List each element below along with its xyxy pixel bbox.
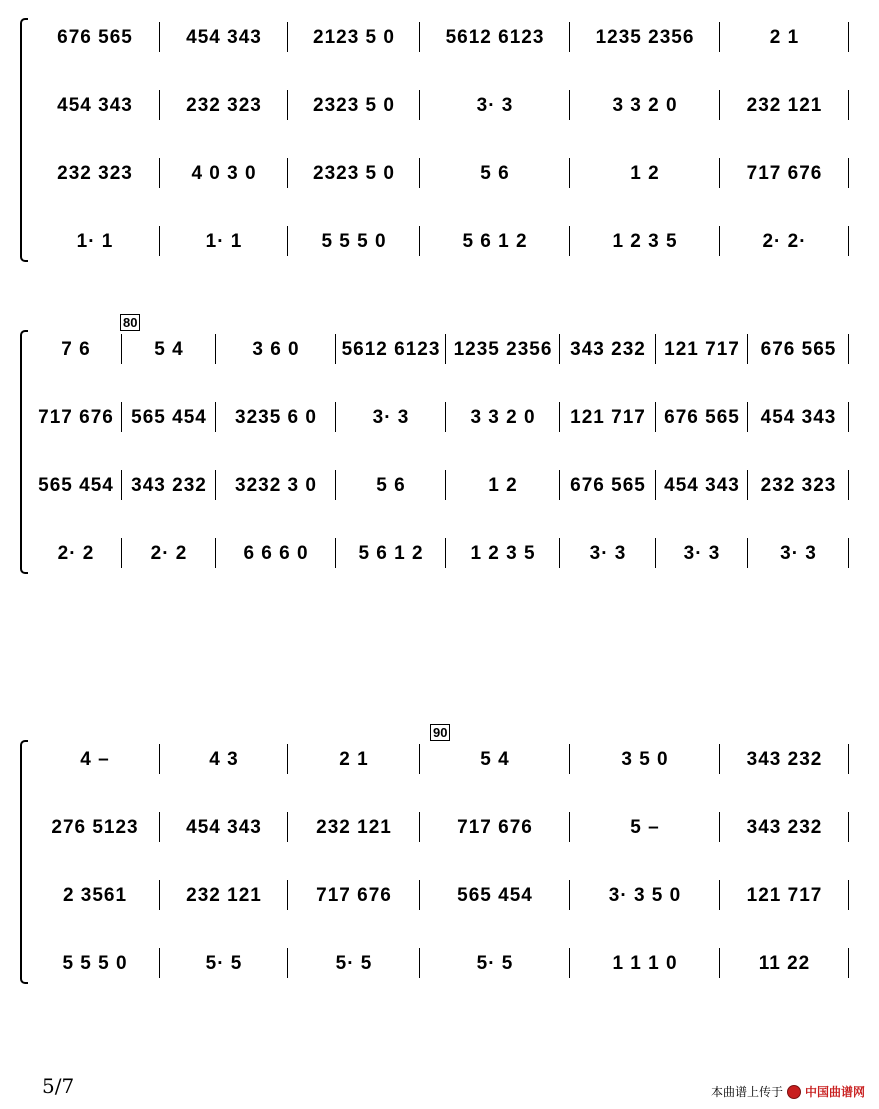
measure-notes: 232 323: [186, 95, 262, 116]
measure: [656, 398, 748, 438]
measure-notes: 3 3 2 0: [470, 407, 536, 428]
measure: [122, 330, 216, 370]
measure-notes: 5· 5: [476, 953, 514, 974]
measure-notes: 3· 3: [589, 543, 627, 564]
measure: [288, 154, 420, 194]
barline: [848, 402, 849, 432]
measure: [446, 398, 560, 438]
barline: [848, 812, 849, 842]
measure: [446, 330, 560, 370]
measure-notes: 5 5 5 0: [321, 231, 387, 252]
barline: [848, 158, 849, 188]
measure-notes: 121 717: [746, 885, 823, 906]
measure: [30, 330, 122, 370]
measure-notes: 343 232: [131, 475, 207, 496]
measure: [420, 740, 570, 780]
staff-line: [30, 86, 859, 126]
measure-notes: 2323 5 0: [313, 95, 395, 116]
measure-notes: 3 5 0: [621, 749, 669, 770]
measure: [420, 154, 570, 194]
measure-notes: 5 4: [154, 339, 184, 360]
measure: [216, 398, 336, 438]
measure-notes: 2· 2·: [762, 231, 807, 252]
measure: [30, 534, 122, 574]
barline: [848, 948, 849, 978]
measure: [288, 86, 420, 126]
measure-notes: 2123 5 0: [313, 27, 395, 48]
measure: [720, 222, 849, 262]
measure-notes: 232 121: [186, 885, 262, 906]
measure: [656, 330, 748, 370]
measure-notes: 5· 5: [205, 953, 243, 974]
measure: [560, 398, 656, 438]
staff-line: [30, 18, 859, 58]
measure-notes: 717 676: [746, 163, 823, 184]
measure-notes: 565 454: [38, 475, 114, 496]
measure: [420, 876, 570, 916]
measure-notes: 1 1 1 0: [612, 953, 678, 974]
measure-notes: 11 22: [758, 953, 811, 974]
measure-notes: 454 343: [760, 407, 837, 428]
staff-line: [30, 154, 859, 194]
measure: [288, 740, 420, 780]
measure-notes: 2323 5 0: [313, 163, 395, 184]
measure-notes: 6 6 6 0: [243, 543, 309, 564]
measure-notes: 717 676: [316, 885, 392, 906]
staff-line: [30, 330, 859, 370]
measure: [560, 466, 656, 506]
measure-notes: 5 6 1 2: [462, 231, 528, 252]
measure: [30, 808, 160, 848]
measure-notes: 2 3561: [62, 885, 128, 906]
measure: [570, 876, 720, 916]
measure-notes: 343 232: [746, 749, 823, 770]
measure: [336, 534, 446, 574]
measure: [336, 330, 446, 370]
measure: [30, 86, 160, 126]
measure: [748, 534, 849, 574]
measure: [216, 466, 336, 506]
measure-notes: 276 5123: [51, 817, 139, 838]
measure-notes: 2 1: [339, 749, 369, 770]
measure-notes: 454 343: [57, 95, 133, 116]
measure: [122, 466, 216, 506]
measure-notes: 565 454: [131, 407, 207, 428]
site-name: 中国曲谱网: [804, 1085, 865, 1099]
measure: [288, 808, 420, 848]
measure: [420, 222, 570, 262]
measure: [160, 18, 288, 58]
measure: [30, 398, 122, 438]
measure: [420, 18, 570, 58]
measure-notes: 454 343: [186, 817, 262, 838]
measure: [336, 398, 446, 438]
measure: [288, 18, 420, 58]
score-system: [0, 18, 879, 262]
measure-notes: 1 2: [488, 475, 518, 496]
staff-line: [30, 740, 859, 780]
measure: [288, 222, 420, 262]
measure: [30, 876, 160, 916]
measure: [446, 534, 560, 574]
measure: [160, 944, 288, 984]
measure: [570, 86, 720, 126]
score-system: [0, 315, 879, 574]
system-brace: [20, 330, 28, 574]
measure-notes: 676 565: [664, 407, 740, 428]
rehearsal-mark: 80: [120, 314, 140, 331]
measure: [656, 534, 748, 574]
measure-notes: 232 121: [746, 95, 823, 116]
measure: [160, 222, 288, 262]
measure-notes: 3235 6 0: [235, 407, 317, 428]
staff-line: [30, 534, 859, 574]
measure: [748, 330, 849, 370]
measure-notes: 565 454: [457, 885, 533, 906]
measure: [446, 466, 560, 506]
measure-notes: 5 6 1 2: [358, 543, 424, 564]
measure-notes: 5 –: [630, 817, 660, 838]
measure-notes: 3· 3: [780, 543, 817, 564]
measure: [30, 18, 160, 58]
measure: [570, 222, 720, 262]
barline: [848, 90, 849, 120]
measure: [30, 740, 160, 780]
measure: [720, 808, 849, 848]
measure: [288, 876, 420, 916]
measure: [160, 154, 288, 194]
barline: [848, 744, 849, 774]
measure: [720, 740, 849, 780]
measure-notes: 5612 6123: [341, 339, 441, 360]
measure-notes: 5612 6123: [445, 27, 545, 48]
measure-notes: 232 323: [57, 163, 133, 184]
measure: [160, 876, 288, 916]
measure: [570, 740, 720, 780]
measure: [570, 154, 720, 194]
barline: [848, 226, 849, 256]
measure-notes: 1· 1: [76, 231, 114, 252]
measure-notes: 4 3: [209, 749, 239, 770]
measure-notes: 1 2: [630, 163, 660, 184]
measure-notes: 717 676: [38, 407, 114, 428]
measure-notes: 3· 3 5 0: [608, 885, 682, 906]
measure-notes: 3· 3: [683, 543, 721, 564]
measure-notes: 121 717: [570, 407, 646, 428]
measure-notes: 4 0 3 0: [191, 163, 257, 184]
measure: [288, 944, 420, 984]
score-system: [0, 725, 879, 984]
barline: [848, 470, 849, 500]
measure-notes: 5 6: [376, 475, 406, 496]
measure-notes: 5 4: [480, 749, 510, 770]
measure: [160, 740, 288, 780]
measure: [160, 808, 288, 848]
measure-notes: 2· 2: [57, 543, 95, 564]
measure-notes: 3 6 0: [252, 339, 300, 360]
measure: [160, 86, 288, 126]
barline: [848, 880, 849, 910]
measure: [570, 808, 720, 848]
measure-notes: 717 676: [457, 817, 533, 838]
measure: [30, 222, 160, 262]
measure-notes: 1 2 3 5: [612, 231, 678, 252]
measure-notes: 1· 1: [205, 231, 243, 252]
measure-notes: 343 232: [570, 339, 646, 360]
measure: [720, 876, 849, 916]
measure: [570, 18, 720, 58]
measure: [656, 466, 748, 506]
measure: [30, 154, 160, 194]
measure: [420, 86, 570, 126]
measure-notes: 7 6: [61, 339, 91, 360]
measure: [570, 944, 720, 984]
measure: [720, 18, 849, 58]
staff-line: [30, 808, 859, 848]
measure-notes: 3· 3: [476, 95, 514, 116]
measure: [216, 534, 336, 574]
measure-notes: 4 –: [80, 749, 110, 770]
measure-notes: 454 343: [186, 27, 262, 48]
measure-notes: 676 565: [57, 27, 133, 48]
measure: [720, 154, 849, 194]
measure: [122, 534, 216, 574]
staff-line: [30, 944, 859, 984]
measure: [748, 466, 849, 506]
measure-notes: 1 2 3 5: [470, 543, 536, 564]
measure: [30, 944, 160, 984]
measure: [420, 808, 570, 848]
rehearsal-mark: 90: [430, 724, 450, 741]
barline: [848, 22, 849, 52]
measure-notes: 3· 3: [372, 407, 410, 428]
measure-notes: 2· 2: [150, 543, 188, 564]
measure-notes: 3 3 2 0: [612, 95, 678, 116]
measure: [560, 330, 656, 370]
measure: [216, 330, 336, 370]
site-watermark: [711, 1083, 865, 1100]
measure-notes: 5· 5: [335, 953, 373, 974]
measure-notes: 5 6: [480, 163, 510, 184]
measure-notes: 232 121: [316, 817, 392, 838]
measure: [720, 86, 849, 126]
measure: [420, 944, 570, 984]
system-brace: [20, 18, 28, 262]
measure: [336, 466, 446, 506]
measure-notes: 676 565: [570, 475, 646, 496]
system-brace: [20, 740, 28, 984]
page-number: 5/7: [42, 1074, 75, 1098]
staff-line: [30, 398, 859, 438]
measure: [748, 398, 849, 438]
measure-notes: 232 323: [760, 475, 837, 496]
upload-note: 本曲谱上传于: [710, 1085, 783, 1099]
measure-notes: 2 1: [769, 27, 800, 48]
site-logo-icon: [787, 1085, 801, 1099]
measure-notes: 676 565: [760, 339, 837, 360]
measure-notes: 5 5 5 0: [62, 953, 128, 974]
measure: [30, 466, 122, 506]
measure-notes: 121 717: [664, 339, 740, 360]
staff-line: [30, 876, 859, 916]
measure-notes: 454 343: [664, 475, 740, 496]
staff-line: [30, 466, 859, 506]
measure: [720, 944, 849, 984]
measure-notes: 1235 2356: [453, 339, 553, 360]
measure: [560, 534, 656, 574]
measure-notes: 343 232: [746, 817, 823, 838]
staff-line: [30, 222, 859, 262]
barline: [848, 334, 849, 364]
barline: [848, 538, 849, 568]
measure-notes: 1235 2356: [595, 27, 695, 48]
measure: [122, 398, 216, 438]
measure-notes: 3232 3 0: [235, 475, 317, 496]
